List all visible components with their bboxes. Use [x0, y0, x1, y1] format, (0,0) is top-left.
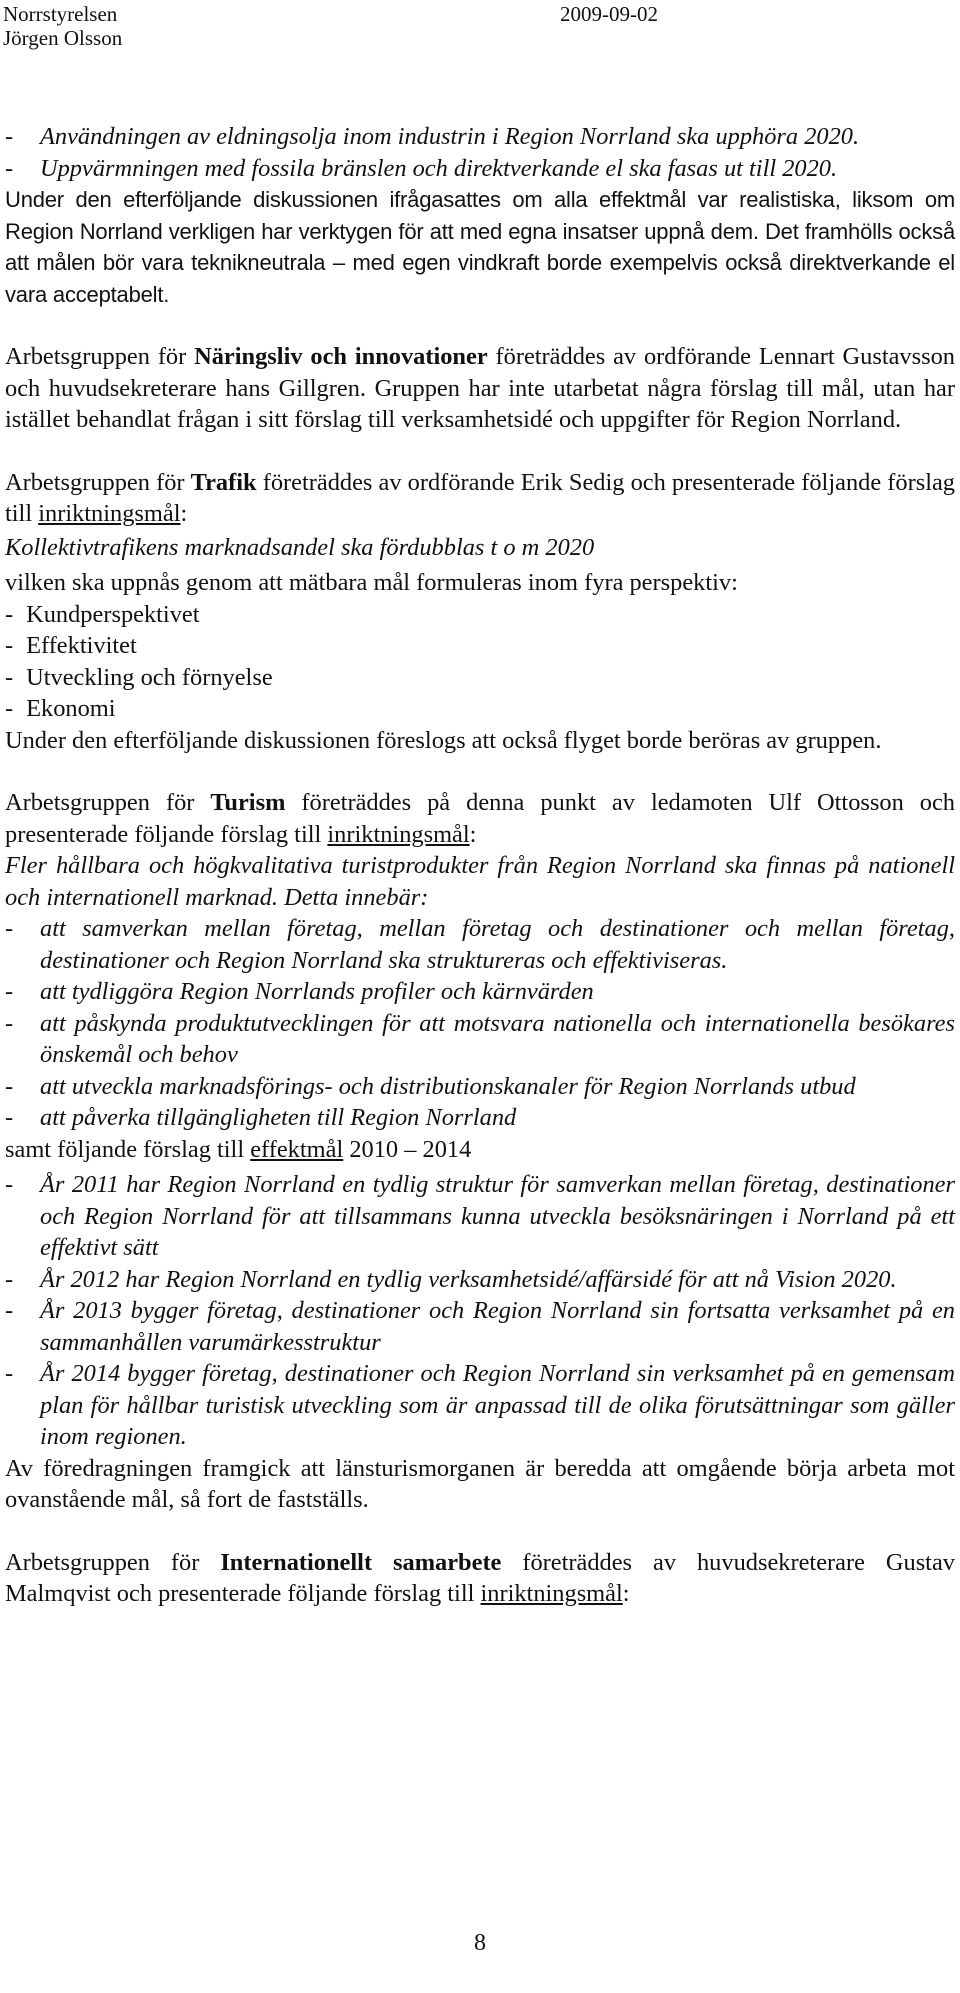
effektmal-term: effektmål	[250, 1135, 344, 1163]
discussion-paragraph: Under den efterföljande diskussionen ifrågasattes om alla effektmål var realistiska, liksom om Region Norrland verkligen har verktygen för att med egna insatser uppnå dem. Det framhölls också att målen bör vara teknikneutrala – med egen vindkraft borde exempelvis också direktverkande el vara acceptabelt.	[5, 187, 955, 307]
document-body	[5, 121, 955, 1610]
turism-paragraph: Arbetsgruppen för Turism företräddes på denna punkt av ledamoten Ulf Ottosson och presenterade följande förslag till inriktningsmål:	[5, 789, 955, 848]
list-item: - att påskynda produktutvecklingen för att motsvara nationella och internationella besökares önskemål och behov	[5, 1009, 955, 1068]
list-item: - År 2012 har Region Norrland en tydlig verksamhetsidé/affärsidé för att nå Vision 2020.	[5, 1265, 897, 1293]
inriktningsmal-term: inriktningsmål	[480, 1580, 623, 1607]
list-item: - Uppvärmningen med fossila bränslen och direktverkande el ska fasas ut till 2020.	[5, 154, 838, 182]
list-item: - Kundperspektivet	[5, 600, 200, 628]
list-item: - År 2013 bygger företag, destinationer och Region Norrland sin fortsatta verksamhet på en sammanhållen varumärkesstruktur	[5, 1297, 955, 1356]
internationellt-paragraph: Arbetsgruppen för Internationellt samarbete företräddes av huvudsekreterare Gustav Malmqvist och presenterade följande förslag till inriktningsmål:	[5, 1548, 955, 1607]
turism-followup: Av föredragningen framgick att länsturismorganen är beredda att omgående börja arbeta mot ovanstående mål, så fort de fastställs.	[5, 1454, 955, 1513]
effektmal-list	[5, 1169, 955, 1453]
turism-goal: Fler hållbara och högkvalitativa turistprodukter från Region Norrland ska finnas på nationell och internationell marknad. Detta innebär:	[5, 852, 955, 911]
list-item: - att samverkan mellan företag, mellan företag och destinationer och mellan företag, destinationer och Region Norrland ska struktureras och effektiviseras.	[5, 915, 955, 974]
inriktningsmal-term: inriktningsmål	[327, 820, 470, 848]
list-item: - År 2014 bygger företag, destinationer och Region Norrland sin verksamhet på en gemensam plan för hållbar turistisk utveckling som är anpassad till de olika förutsättningar som gäller inom regionen.	[5, 1360, 955, 1450]
naringsliv-heading: Näringsliv och innovationer	[194, 343, 488, 370]
list-item: - Utveckling och förnyelse	[5, 663, 273, 691]
header-author: Jörgen Olsson	[3, 26, 123, 50]
naringsliv-paragraph: Arbetsgruppen för Näringsliv och innovationer företräddes av ordförande Lennart Gustavsson och huvudsekreterare hans Gillgren. Gruppen har inte utarbetat några förslag till mål, utan har istället behandlat frågan i sitt förslag till verksamhetsidé och uppgifter för Region Norrland.	[5, 343, 955, 433]
header-date: 2009-09-02	[560, 2, 658, 26]
turism-heading: Turism	[210, 789, 286, 816]
list-item: - att tydliggöra Region Norrlands profiler och kärnvärden	[5, 978, 594, 1005]
trafik-heading: Trafik	[190, 468, 257, 496]
trafik-goal: Kollektivtrafikens marknadsandel ska fördubblas t o m 2020	[5, 533, 595, 561]
list-item: - År 2011 har Region Norrland en tydlig struktur för samverkan mellan företag, destinationer och Region Norrland för att tillsammans kunna utveckla besöksnäringen i Norrland på ett effektivt sätt	[5, 1171, 955, 1261]
list-item: - Effektivitet	[5, 632, 137, 659]
header-organization: Norrstyrelsen	[3, 2, 118, 26]
effektmal-intro: samt följande förslag till effektmål 2010 – 2014	[5, 1135, 472, 1163]
trafik-lead: vilken ska uppnås genom att mätbara mål formuleras inom fyra perspektiv:	[5, 569, 738, 596]
trafik-paragraph: Arbetsgruppen för Trafik företräddes av ordförande Erik Sedig och presenterade följande förslag till inriktningsmål:	[5, 468, 956, 527]
perspective-list	[5, 599, 955, 725]
list-item: - att påverka tillgängligheten till Region Norrland	[5, 1104, 517, 1131]
page-number: 8	[474, 1930, 486, 1956]
inriktningsmal-term: inriktningsmål	[38, 500, 181, 527]
list-item: - Ekonomi	[5, 695, 116, 722]
page-header	[0, 2, 960, 50]
list-item: - Användningen av eldningsolja inom industrin i Region Norrland ska upphöra 2020.	[5, 123, 860, 150]
list-item: - att utveckla marknadsförings- och distributionskanaler för Region Norrlands utbud	[5, 1072, 856, 1100]
turism-goal-list	[5, 913, 955, 1134]
internationellt-heading: Internationellt samarbete	[220, 1548, 502, 1576]
intro-bullet-list	[5, 121, 955, 184]
trafik-followup: Under den efterföljande diskussionen föreslogs att också flyget borde beröras av gruppen.	[5, 726, 882, 754]
